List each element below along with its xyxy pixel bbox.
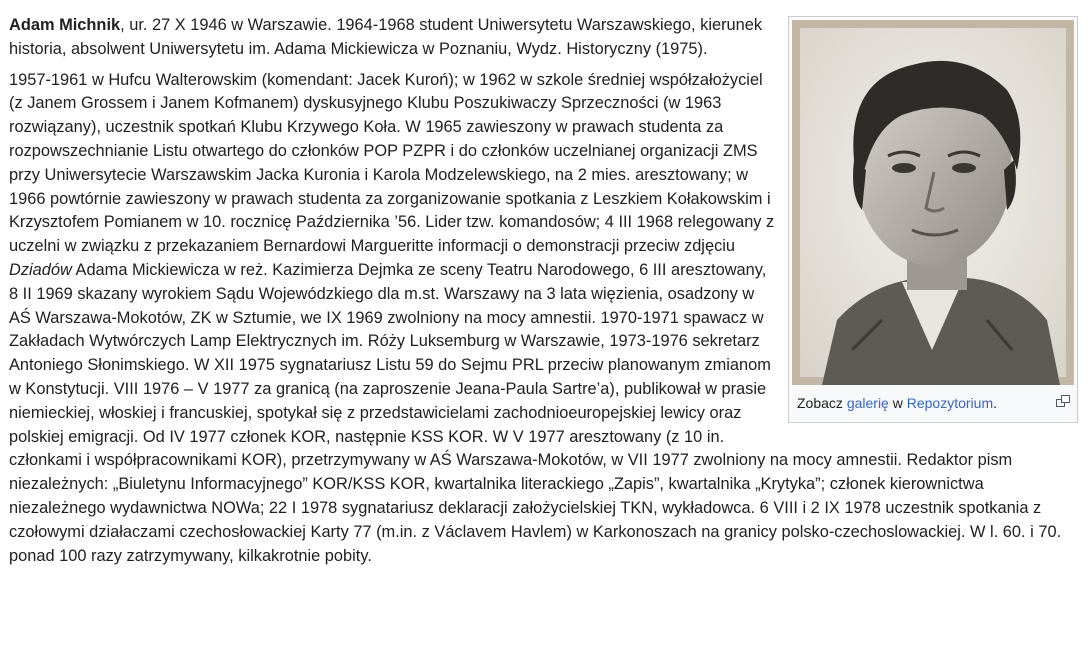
biography-text-part2: Adama Mickiewicza w reż. Kazimierza Dejmka ze sceny Teatru Narodowego, 6 III aresztowany, 8 II 1969 skazany wyrokiem Sądu Wojewódzkiego dla m.st. Warszawy na 3 lata więzienia, osadzony w AŚ Warszawa-Mokotów, ZK w Sztumie, we IX 1969 zwolniony na mocy amnestii. 1970-1971 spawacz w Zakładach Wytwórczych Lamp Elektrycznych im. Róży Luksemburg w Warszawie, 1973-1976 sekretarz Antoniego Słonimskiego. W XII 1975 sygnatariusz Listu 59 do Sejmu PRL przeciw planowanym zmianom w Konstytucji. VIII 1976 – V 1977 za granicą (na zaproszenie Jeana-Paula Sartre’a), publikował w prasie niemieckiej, włoskiej i francuskiej, spotykał się z przedstawicielami zachodnioeuropejskiej lewicy oraz polskiej emigracji. Od IV 1977 członek KOR, następnie KSS KOR. W V 1977 aresztowany (z 10 in. członkami i współpracownikami KOR), przetrzymywany w AŚ Warszawa-Mokotów, w VII 1977 zwolniony na mocy amnestii. Redaktor pism niezależnych: „Biuletynu Informacyjnego” KOR/KSS KOR, kwartalnika literackiego „Zapis”, kwartalnika „Krytyka”; członek kierownictwa niezależnego wydawnictwa NOWa; 22 I 1978 sygnatariusz deklaracji założycielskiej TKN, wykładowca. 6 VIII i 2 IX 1978 uczestnik spotkania z czołowymi działaczami czechosłowackiej Karty 77 (m.in. z Václavem Havlem) w Karkonoszach na granicy polsko-czechoslowackiej. W l. 60. i 70. ponad 100 razy zatrzymywany, kilkakrotnie pobity. bbox=[9, 260, 1062, 565]
caption-middle: w bbox=[888, 395, 907, 411]
magnify-clip-icon[interactable] bbox=[1056, 395, 1070, 407]
biography-italic-title: Dziadów bbox=[9, 260, 72, 279]
gallery-link[interactable]: galerię bbox=[846, 395, 889, 411]
biography-text-part1: 1957-1961 w Hufcu Walterowskim (komendant: Jacek Kuroń); w 1962 w szkole średniej współzałożyciel (z Janem Grossem i Janem Kofmanem) dyskusyjnego Klubu Poszukiwaczy Sprzeczności (w 1963 rozwiązany), uczestnik spotkań Klubu Krzywego Koła. W 1965 zawieszony w prawach studenta za rozpowszechnianie Listu otwartego do członków POP PZPR i do członków uczelnianej organizacji ZMS przy Uniwersytecie Warszawskim Jacka Kuronia i Karola Modzelewskiego, na 2 mies. aresztowany; w 1966 powtórnie zawieszony w prawach studenta za zorganizowanie spotkania z Leszkiem Kołakowskim i Krzysztofem Pomianem w 10. rocznicę Października ’56. Lider tzw. komandosów; 4 III 1968 relegowany z uczelni w związku z przekazaniem Bernardowi Margueritte informacji o demonstracji przeciw zdjęciu bbox=[9, 70, 775, 256]
caption-suffix: . bbox=[993, 395, 997, 411]
portrait-image bbox=[792, 20, 1074, 385]
thumbnail-box bbox=[788, 16, 1078, 423]
intro-text: , ur. 27 X 1946 w Warszawie. 1964-1968 student Uniwersytetu Warszawskiego, kierunek historia, absolwent Uniwersytetu im. Adama Mickiewicza w Poznaniu, Wydz. Historyczny (1975). bbox=[9, 16, 763, 58]
person-name: Adam Michnik bbox=[9, 16, 121, 34]
thumbnail-caption bbox=[792, 385, 1074, 419]
portrait-photo[interactable] bbox=[792, 20, 1074, 385]
caption-prefix: Zobacz bbox=[797, 395, 847, 411]
repository-link[interactable]: Repozytorium bbox=[906, 395, 994, 411]
